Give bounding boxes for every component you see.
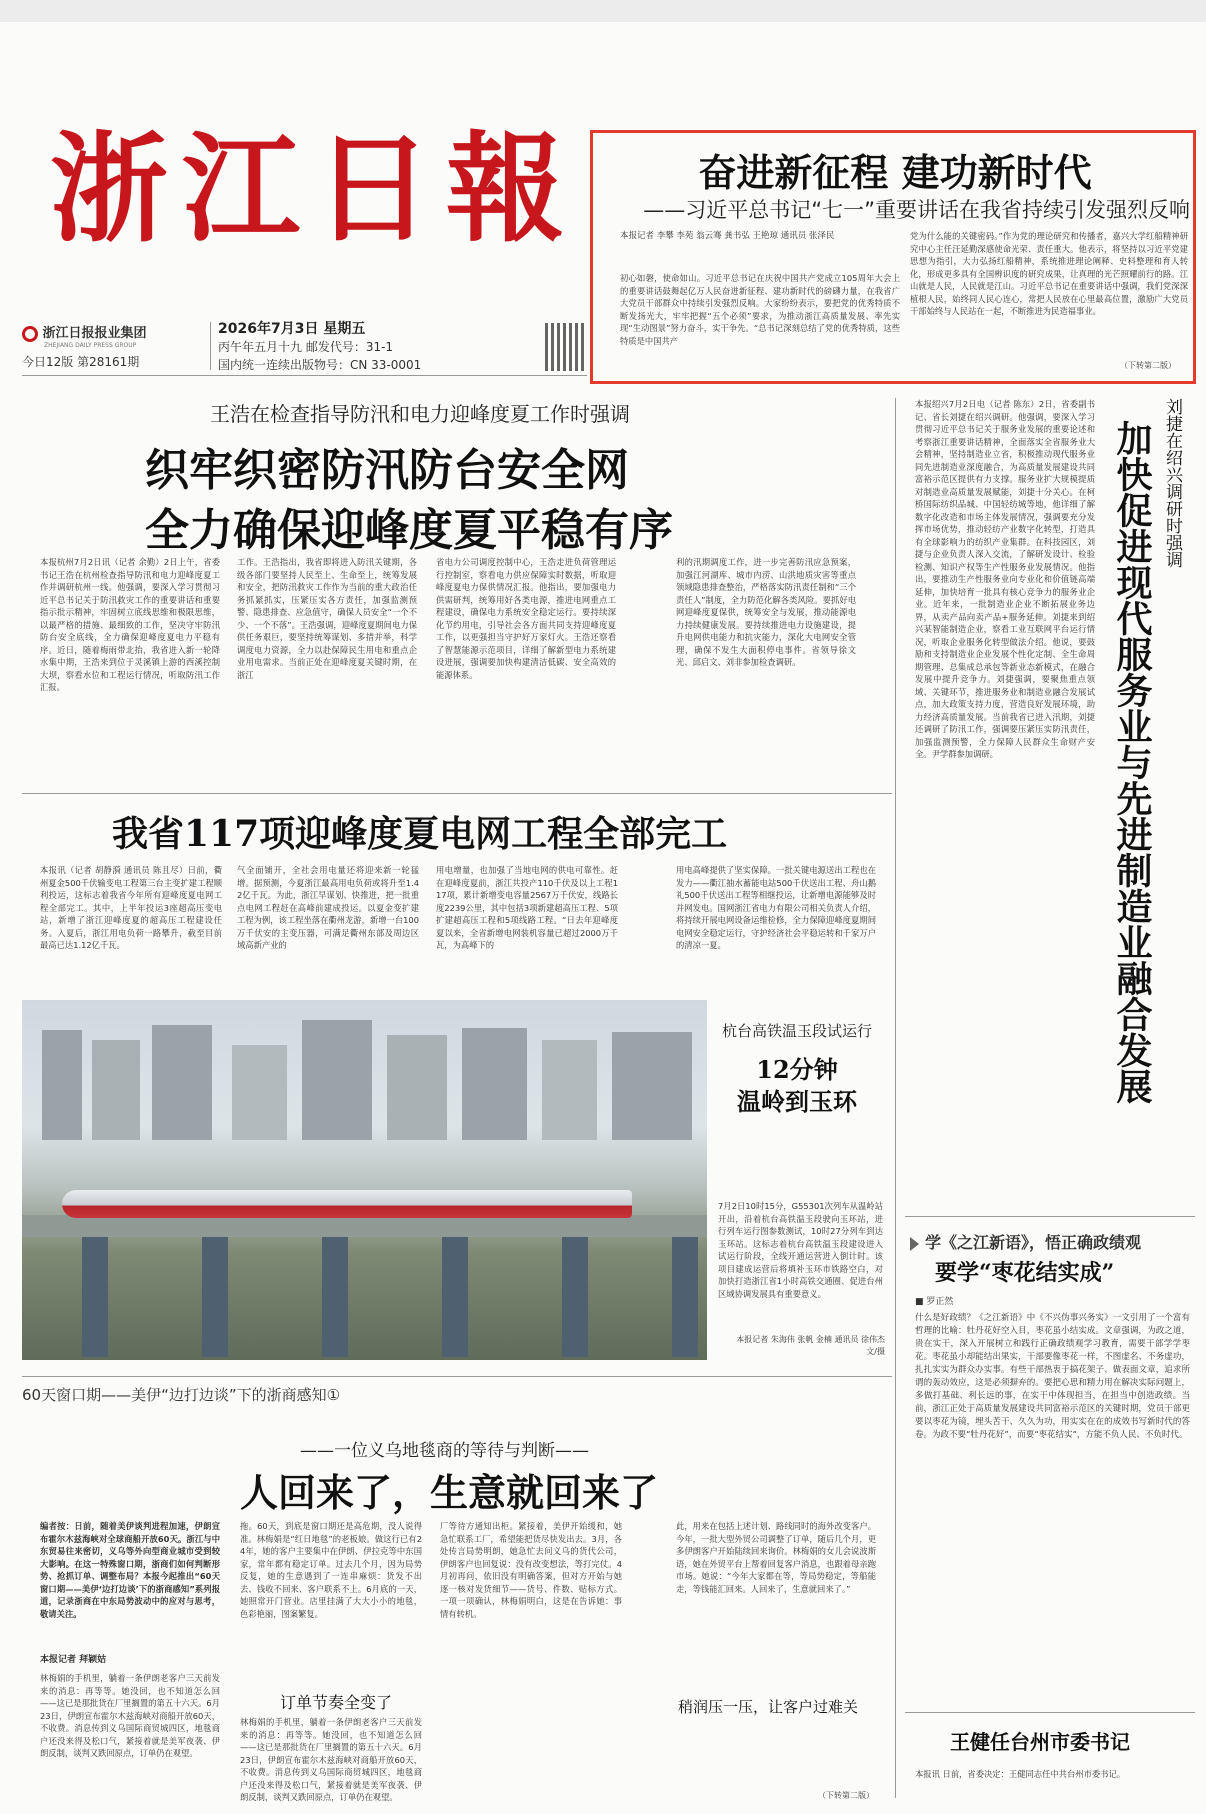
- yiwu-column-2b: 林梅娟的手机里，躺着一条伊朗老客户三天前发来的消息：再等等。她没回，也不知道怎么回——这已是那批货在厂里搁置的第五十六天。6月23日，伊朗宣布霍尔木兹海峡对商船开放60天，不收费。消息传到义乌国际商贸城四区，地毯商户还没来得及松口气，紧接着就是美军夜袭、伊朗反制，谈判又跌回原点，订单仍在观望。: [240, 1717, 422, 1802]
- column-tag: [910, 1230, 1141, 1253]
- column-tag-text: 学《之江新语》，悟正确政绩观: [925, 1233, 1142, 1252]
- publication-number: 国内统一连续出版物号：CN 33-0001: [218, 358, 422, 372]
- right-kicker: 刘捷在绍兴调研时强调: [1162, 398, 1182, 568]
- lead-headline: 奋进新征程 建功新时代: [698, 150, 1092, 195]
- flood-kicker: 王浩在检查指导防汛和电力迎峰度夏工作时强调: [210, 402, 630, 426]
- flood-column-4: 利的汛期调度工作，进一步完善防汛应急预案，加强江河湖库、城市内涝、山洪地质灾害等重点领域隐患排查整治，严格落实防汛责任制和“三个责任人”制度，全力防范化解各类风险。要抓好电网迎峰度夏保供，统筹安全与发展，推动能源电力持续健康发展。要持续推进电力设施建设，提升电网供电能力和抗灾能力，深化大电网安全管理，确保不发生大面积停电事件。省领导徐文光、邱启文、刘非参加检查调研。: [676, 557, 856, 667]
- lunar-date-postal-code: 丙午年五月十九 邮发代号：31-1: [218, 340, 394, 354]
- railway-photo: [22, 1000, 707, 1360]
- issue-date: 2026年7月3日 星期五: [218, 321, 366, 337]
- flood-column-2: 工作。王浩指出，我省即将进入防汛关键期，各级各部门要坚持人民至上、生命至上，统筹发展和安全，把防汛救灾工作作为当前的重大政治任务抓紧抓实，压紧压实各方责任，加强监测预警、隐患排查、应急值守，确保人员安全“一个不少、一个不落”。王浩强调，迎峰度夏期间电力保供任务艰巨，要坚持统筹谋划、多措并举，科学调度电力资源，全力以赴保障民生用电和重点企业用电需求。当前正处在迎峰度夏关键时期，在浙江: [237, 557, 417, 680]
- column-headline: 要学“枣花结实成”: [935, 1260, 1115, 1286]
- lead-column-2: 党为什么能的关键密码。”作为党的理论研究和传播者，嘉兴大学红船精神研究中心主任汪延勤深感使命光荣、责任重大。他表示，将坚持以习近平党建思想为指引，大力弘扬红船精神，系统推进理论阐释、史料整理和育人转化，形成更多具有全国辨识度的研究成果，让真理的光芒照耀前行的路。江山就是人民，人民就是江山。习近平总书记在重要讲话中强调，我们党深深植根人民，始终同人民心连心，常把人民放在心里最高位置，激励广大党员干部始终与人民站在一起，不断推进为民造福事业。: [910, 231, 1188, 316]
- masthead-title: 浙江日報: [50, 119, 579, 258]
- issue-info: 今日12版 第28161期: [22, 354, 140, 369]
- column-byline: ■ 罗正然: [915, 1297, 954, 1307]
- yiwu-series-tag: 60天窗口期——美伊“边打边谈”下的浙商感知①: [22, 1386, 341, 1404]
- appointment-body: 本报讯 日前，省委决定：王健同志任中共台州市委书记。: [915, 1769, 1126, 1779]
- press-group-logo-icon: [22, 326, 38, 342]
- yiwu-kicker: ——一位义乌地毯商的等待与判断——: [300, 1441, 589, 1461]
- chevron-right-icon: [910, 1237, 919, 1251]
- lead-jump-line: （下转第二版）: [1120, 361, 1176, 370]
- grid-column-1: 本报讯（记者 胡静漪 通讯员 陈且尽）日前，衢州夏金500千伏输变电工程第三台主变扩建工程顺利投运，这标志着我省今年所有迎峰度夏电网工程全部完工。其中，上半年投运3座超高压变电站，新增了浙江迎峰度夏的超高压工程建设任务。入夏后，浙江用电负荷一路攀升，截至目前最高已达1.12亿千瓦。: [40, 865, 222, 950]
- photo-headline-big-2: 温岭到玉环: [737, 1087, 857, 1116]
- grid-column-2: 气全面铺开，全社会用电量还将迎来新一轮猛增。据预测，今夏浙江最高用电负荷或将升至1.42亿千瓦。为此，浙江早谋划、快推进，把一批重点电网工程赶在高峰前建成投运。以夏金变扩建工程为例，该工程坐落在衢州龙游，新增一台100万千伏安的主变压器，可满足衢州东部及周边区域高新产业的: [237, 865, 419, 950]
- yiwu-byline: 本报记者 拜颖姑: [40, 1655, 107, 1665]
- yiwu-subhead-2: 稍润压一压，让客户过难关: [678, 1698, 859, 1716]
- photo-headline-big-1: 12分钟: [756, 1055, 838, 1084]
- qr-code-icon: [545, 323, 585, 371]
- grid-column-4: 用电高峰提供了坚实保障。一批关键电源送出工程也在发力——衢江抽水蓄能电站500千伏送出工程、舟山鹅礼500千伏送出工程等相继投运，让新增电源能够及时并网发电。国网浙江省电力有限公司相关负责人介绍，将持续开展电网设备运维检修，全力保障迎峰度夏期间电网安全稳定运行，守护经济社会平稳运转和千家万户的清凉一夏。: [676, 865, 876, 950]
- lead-column-1: 初心如磐，使命如山。习近平总书记在庆祝中国共产党成立105周年大会上的重要讲话鼓舞起亿万人民奋进新征程、建功新时代的磅礴力量，在我省广大党员干部群众中持续引发强烈反响。大家纷纷表示，要把党的优秀特质不断发扬光大，牢牢把握“五个必须”要求，为推动浙江高质量发展、率先实现“生动图景”努力奋斗，实干争先。“总书记深刻总结了党的优秀特质，这些特质是中国共产: [620, 273, 900, 346]
- date-block: [218, 320, 538, 374]
- column-body: 什么是好政绩？《之江新语》中《不兴伪事兴务实》一文引用了一个富有哲理的比喻：牡丹花好空入目，枣花虽小结实成。文章强调，为政之道，贵在实干，深入开展树立和践行正确政绩观学习教育，需要干部学学枣花。枣花虽小却能结出果实，干部要像枣花一样，不图虚名、不务虚功，扎扎实实为群众办实事。有些干部热衷于搞花架子、做表面文章，追求所谓的轰动效应，这是必须摒弃的。要把心思和精力用在解决实际问题上，多做打基础、利长远的事，在实干中体现担当，在担当中创造政绩。当前，浙江正处于高质量发展建设共同富裕示范区的关键时期，党员干部更要以枣花为镜，埋头苦干、久久为功，用实实在在的成效书写新时代的答卷。为政不要“牡丹花好”，而要“枣花结实”，方能不负人民、不负时代。: [915, 1313, 1190, 1440]
- yiwu-column-1: 林梅娟的手机里，躺着一条伊朗老客户三天前发来的消息：再等等。她没回，也不知道怎么回——这已是那批货在厂里搁置的第五十六天。6月23日，伊朗宣布霍尔木兹海峡对商船开放60天，不收费。消息传到义乌国际商贸城四区，地毯商户还没来得及松口气，紧接着就是美军夜袭、伊朗反制，谈判又跌回原点，订单仍在观望。: [40, 1673, 220, 1758]
- yiwu-editor-note: 编者按：日前，随着美伊谈判进程加速，伊朗宣布霍尔木兹海峡对全球商船开放60天。浙江与中东贸易往来密切，义乌等外向型商业城市受到较大影响。在这一特殊窗口期，浙商们如何判断形势、抢抓订单、调整布局？本报今起推出“60天窗口期——美伊‘边打边谈’下的浙商感知”系列报道，记录浙商在中东局势波动中的应对与思考，敬请关注。: [40, 1521, 220, 1619]
- grid-column-3: 用电增量，也加强了当地电网的供电可靠性。赶在迎峰度夏前，浙江共投产110千伏及以上工程117项，累计新增变电容量2567万千伏安，线路长度2239公里，其中包括3项新建超高压工程、5项扩建超高压工程和5项线路工程。“日去年迎峰度夏以来，全省新增电网装机容量已超过2000万千瓦，为高峰下的: [436, 865, 618, 950]
- lead-byline: 本报记者 李攀 李苑 翁云骞 龚书弘 王艳琼 通讯员 张泽民: [620, 231, 835, 241]
- press-group-name: 浙江日报报业集团: [42, 326, 147, 341]
- yiwu-headline: 人回来了，生意就回来了: [240, 1470, 659, 1515]
- yiwu-subhead-1: 订单节奏全变了: [280, 1693, 393, 1712]
- flood-headline-2: 全力确保迎峰度夏平稳有序: [145, 505, 673, 556]
- flood-headline-1: 织牢织密防汛防台安全网: [145, 445, 629, 496]
- top-bar: [0, 0, 1206, 22]
- photo-headline-small: 杭台高铁温玉段试运行: [721, 1022, 872, 1040]
- photo-caption: 7月2日10时15分，G55301次列车从温岭站开出，沿着杭台高铁温玉段驶向玉环站，进行列车运行图参数测试，10时27分列车到达玉环站。这标志着杭台高铁温玉段建设进入试运行阶段，全线开通运营进入倒计时。该项目建成运营后将填补玉环市铁路空白，对加快打造浙江省1小时高铁交通圈、促进台州区域协调发展具有重要意义。: [718, 1201, 883, 1299]
- yiwu-jump-line: （下转第二版）: [818, 1791, 874, 1800]
- right-headline: 加快促进现代服务业与先进制造业融合发展: [1111, 420, 1153, 1104]
- lead-subhead: ——习近平总书记“七一”重要讲话在我省持续引发强烈反响: [643, 198, 1190, 222]
- appointment-headline: 王健任台州市委书记: [950, 1730, 1130, 1754]
- yiwu-column-3: 厂等待方通知出柜。紧接着，美伊开始缓和，她急忙联系工厂，希望能把货尽快发出去。3月，各处传言局势明朗，她急忙去问义乌的货代公司，伊朗客户也回复说：没有改变想法，等打完仗。4月初再问，依旧没有明确答案，但对方开始与她逐一核对发货细节——货号、件数、贴标方式。一项一项确认，林梅娟明白，这是在告诉她：事情有转机。: [440, 1521, 622, 1619]
- photo-credit: 本报记者 朱海伟 张帆 金楠 通讯员 徐伟杰 文/摄: [736, 1335, 885, 1356]
- flood-column-3: 省电力公司调度控制中心，王浩走进负荷管理运行控制室，察看电力供应保障实时数据，听取迎峰度夏电力保供情况汇报。他指出，要加强电力供需研判，统筹用好各类电源，推进电网重点工程建设，确保电力系统安全稳定运行。要持续深化节约用电，引导社会各方面共同支持迎峰度夏工作，以更强担当守护好万家灯火。王浩还察看了智慧能源示范项目，详细了解新型电力系统建设进展，强调要加快构建清洁低碳、安全高效的能源体系。: [436, 557, 616, 680]
- publisher-block: [22, 322, 202, 371]
- train-shape: [62, 1190, 632, 1218]
- flood-column-1: 本报杭州7月2日讯（记者 余勤）2日上午，省委书记王浩在杭州检查指导防汛和电力迎峰度夏工作并调研杭州一线。他强调，要深入学习贯彻习近平总书记关于防汛救灾工作的重要讲话和重要指示批示精神，牢固树立底线思维和极限思维，以最严格的措施、最细致的工作，坚决守牢防汛防台安全底线，全力确保迎峰度夏电力平稳有序。近日，随着梅雨带北抬，我省进入新一轮降水集中期，王浩来到位于灵溪镇上游的西溪控制大坝，察看水位和工程运行情况，听取防汛工作汇报。: [40, 557, 220, 692]
- yiwu-column-2: 拖。60天，到底是窗口期还是高危期，没人说得准。林梅娟是“红日地毯”的老板娘。做这行已有24年，她的客户主要集中在伊朗、伊拉克等中东国家，常年都有稳定订单。过去几个月，因为局势反复，她的生意遇到了一连串麻烦：货发不出去、钱收不回来、客户联系不上。6月底的一天，她照常开门营业。店里挂满了大大小小的地毯，色彩艳丽，图案繁复。: [240, 1521, 422, 1619]
- yiwu-column-4: 此，用来在包括上述计划、路线同时的海外改变客户。今年，一批大型外贸公司调整了订单，随后几个月，更多伊朗客户开始陆续回来询价。林梅娟的女儿会说波斯语，她在外贸平台上帮着回复客户消息，也跟着母亲跑市场。她说：“今年大家都在等，等局势稳定，等船能走，等钱能汇回来。人回来了，生意就回来了。”: [676, 1521, 876, 1594]
- right-story-body: 本报绍兴7月2日电（记者 陈东）2日，省委副书记、省长刘捷在绍兴调研。他强调，要深入学习贯彻习近平总书记关于服务业发展的重要论述和考察浙江重要讲话精神，全面落实全省服务业大会精神，坚持制造业立省，积极推动现代服务业同先进制造业深度融合，为高质量发展建设共同富裕示范区提供有力支撑。服务业扩大规模提质对制造业高质量发展赋能，刘捷十分关心。在柯桥国际纺织品城、中国轻纺城等地，他详细了解数字化改造和市场主体发展情况，强调要充分发挥市场优势，推动轻纺产业数字化转型，打造具有全球影响力的纺织产业集群。在科技园区，刘捷与企业负责人深入交流，了解研发设计、检验检测、知识产权等生产性服务业发展情况。他指出，要推动生产性服务业向专业化和价值链高端延伸，加快培育一批具有核心竞争力的服务业企业。近年来，一批制造业企业不断拓展业务边界，从卖产品向卖产品+服务延伸。刘捷来到绍兴某智能制造企业，察看工业互联网平台运行情况，听取企业服务化转型做法介绍。他说，要鼓励和支持制造业企业发展个性化定制、全生命周期管理、总集成总承包等新业态新模式，在融合发展中提升竞争力。刘捷强调，要聚焦重点领域、关键环节，推进服务业和制造业融合发展试点，加大政策支持力度，营造良好发展环境，助力经济高质量发展。当前我省已进入汛期，刘捷还调研了防汛工作，强调要压紧压实防汛责任，加强监测预警，全力保障人民群众生命财产安全。尹学群参加调研。: [915, 399, 1095, 759]
- press-group-english: ZHEJIANG DAILY PRESS GROUP: [44, 341, 137, 349]
- grid-headline: 我省117项迎峰度夏电网工程全部完工: [112, 813, 728, 855]
